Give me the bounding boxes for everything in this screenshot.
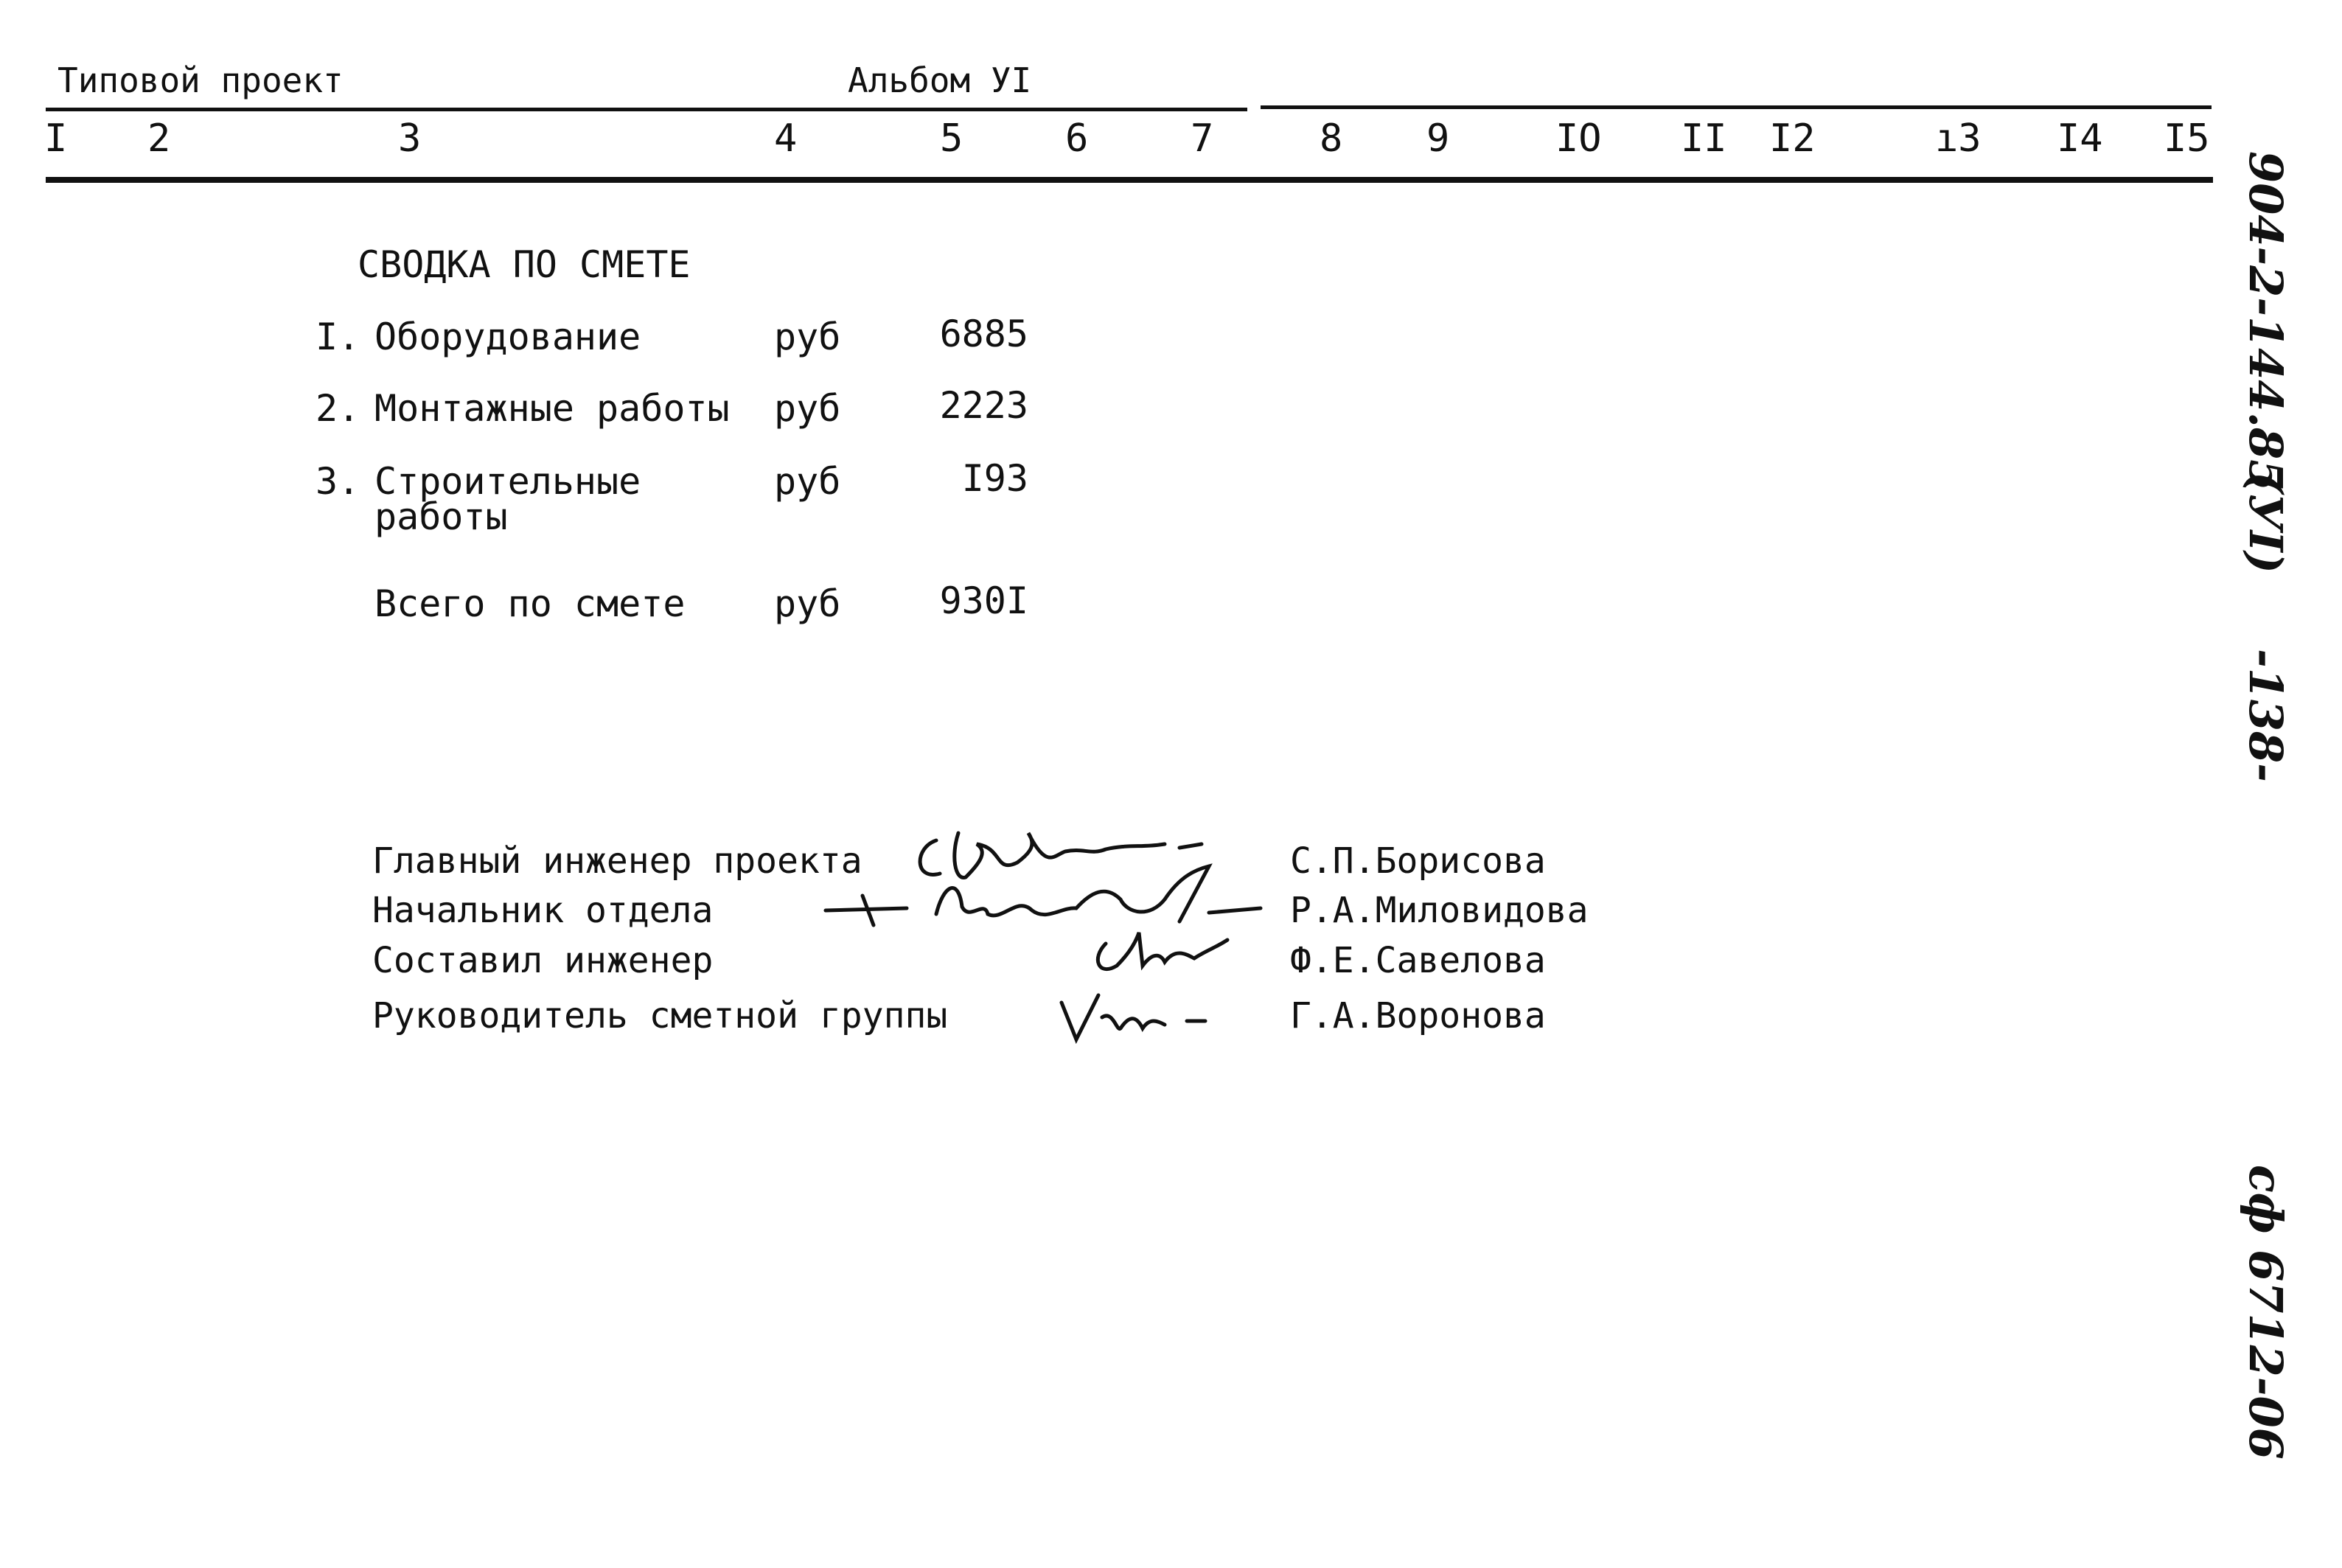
column-number: 7 [1191, 116, 1214, 161]
item-name: Оборудование [374, 316, 641, 358]
column-number: 8 [1320, 116, 1343, 161]
signature-name: С.П.Борисова [1290, 840, 1546, 882]
column-number: 4 [774, 116, 798, 161]
column-number: 9 [1426, 116, 1450, 161]
column-number: 2 [147, 116, 171, 161]
signature-scrawl-3 [1084, 914, 1246, 983]
item-number: I. [316, 316, 360, 358]
header-rule-left [46, 108, 1247, 111]
side-sheet: сф 6712-06 [2239, 1165, 2293, 1460]
project-label: Типовой проект [57, 60, 344, 100]
signature-role: Руководитель сметной группы [372, 995, 948, 1036]
item-unit: руб [774, 316, 841, 358]
signature-name: Ф.Е.Савелова [1290, 940, 1546, 981]
column-number: I5 [2164, 116, 2210, 161]
item-name: Строительные [374, 460, 641, 503]
columns-rule [46, 177, 2213, 183]
item-number: 3. [316, 460, 360, 503]
summary-title: СВОДКА ПО СМЕТЕ [358, 243, 691, 286]
item-unit: руб [774, 460, 841, 503]
item-value: I93 [961, 457, 1028, 500]
column-number: 3 [398, 116, 422, 161]
item-value: 2223 [939, 384, 1028, 427]
column-number: I [44, 116, 68, 161]
column-number: 6 [1065, 116, 1089, 161]
item-value: 6885 [939, 313, 1028, 355]
signature-name: Р.А.Миловидова [1290, 890, 1589, 931]
side-code: 904-2-144.85 [2239, 151, 2293, 492]
side-page: -138- [2239, 649, 2293, 782]
album-label: Альбом УI [848, 60, 1032, 100]
column-number: I2 [1769, 116, 1816, 161]
item-unit: руб [774, 387, 841, 430]
signature-role: Начальник отдела [372, 890, 714, 931]
signature-scrawl-4 [1047, 980, 1216, 1050]
total-unit: руб [774, 582, 841, 625]
column-number: ı3 [1935, 116, 1982, 161]
item-name-continued: работы [374, 495, 508, 538]
side-album: (УI) [2239, 472, 2293, 574]
column-number: 5 [940, 116, 963, 161]
total-label: Всего по смете [374, 582, 686, 625]
total-value: 930I [939, 579, 1028, 622]
item-number: 2. [316, 387, 360, 430]
signature-role: Главный инженер проекта [372, 840, 862, 882]
column-number: II [1681, 116, 1727, 161]
header-rule-right [1261, 105, 2212, 109]
column-number: IO [1555, 116, 1602, 161]
signature-name: Г.А.Воронова [1290, 995, 1546, 1036]
column-number: I4 [2057, 116, 2103, 161]
item-name: Монтажные работы [374, 387, 730, 430]
signature-role: Составил инженер [372, 940, 714, 981]
